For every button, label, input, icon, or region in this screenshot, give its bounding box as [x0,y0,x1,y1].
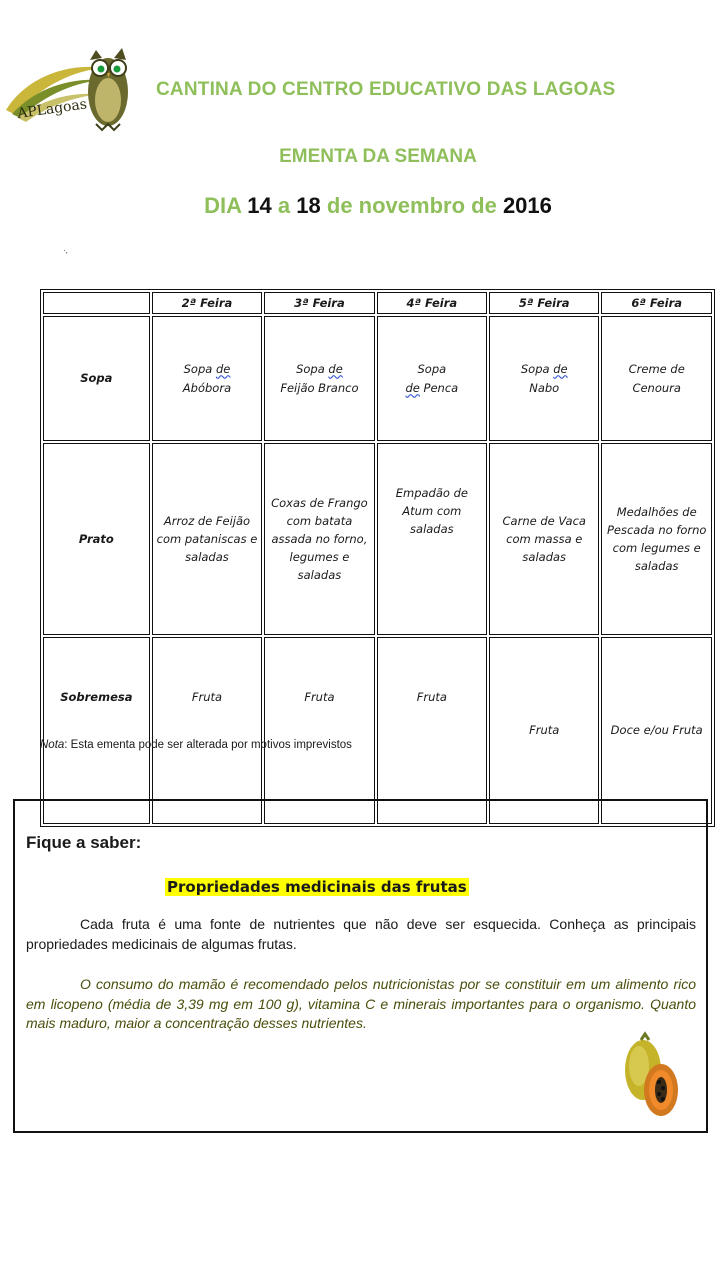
cell-line: legumes e saladas [289,550,350,582]
cell-word: de [553,361,568,376]
menu-cell [152,443,263,635]
menu-cell [377,316,487,441]
info-heading: Fique a saber: [26,833,142,852]
cell-line: Coxas de Frango [271,496,368,510]
day-header: 5ª Feira [489,292,599,314]
cell-line: Empadão de [395,486,468,500]
cell-line: saladas [185,550,229,564]
papaya-image [621,1030,685,1120]
cell-word: de [405,380,420,395]
menu-note [40,739,352,751]
cell-line: com pataniscas e [156,532,258,546]
table-header-row [43,292,712,314]
menu-cell [601,443,712,635]
cell-line: Arroz de Feijão [163,514,251,528]
cell-word: de [328,361,343,376]
table-row-sobremesa [43,637,712,824]
day-header: 6ª Feira [601,292,712,314]
row-label-sopa: Sopa [43,316,150,441]
date-year: 2016 [502,193,552,218]
day-header: 4ª Feira [377,292,487,314]
menu-cell [489,316,599,441]
cell-line: saladas [634,559,679,573]
menu-cell: Fruta [264,637,374,824]
cell-line: Cenoura [632,380,681,395]
cell-line: assada no forno, [271,532,368,546]
cell-line: Atum com [402,504,462,518]
info-paragraph-2: O consumo do mamão é recomendado pelos nutricionistas por se constituir em um alimento rico em licopeno (média de 3,39 mg em 100 g), vitamina C e minerais importantes para o organismo. Quanto mais maduro, maior a concentração desses nutrientes. [26,976,696,1031]
cell-line: com legumes e [612,541,701,555]
cell-line: Sopa de [183,361,231,376]
cell-line: com massa e [506,532,583,546]
cell-line: saladas [410,522,454,536]
cell-line: Nabo [529,380,560,395]
week-title: EMENTA DA SEMANA [279,146,477,167]
menu-cell [489,443,599,635]
cell-line: Carne de Vaca [502,514,586,528]
cell-line: Sopa de [296,361,343,376]
day-header: 3ª Feira [264,292,374,314]
note-label: Nota [40,739,65,751]
cell-line: saladas [522,550,567,564]
menu-cell: Fruta [152,637,263,824]
table-corner-cell [43,292,150,314]
date-line [0,193,720,219]
menu-cell [601,316,712,441]
info-subheading: Propriedades medicinais das frutas [167,878,467,896]
cell-line: Feijão Branco [280,380,359,395]
logo-text: APLagoas [16,96,88,122]
cell-line: Sopa [417,361,447,376]
table-row-sopa [43,316,712,441]
stray-mark: ·, [63,246,68,255]
aplagoas-logo [4,40,136,132]
school-title: CANTINA DO CENTRO EDUCATIVO DAS LAGOAS [156,79,616,100]
menu-cell [152,316,263,441]
cell-line: Sopa de [520,361,568,376]
date-end: 18 [296,193,321,218]
note-text: : Esta ementa pode ser alterada por motivos imprevistos [64,739,352,751]
cell-word: de [215,361,231,376]
cell-line: Creme de [628,361,685,376]
cell-line: Pescada no forno [606,523,707,537]
info-paragraph-1: Cada fruta é uma fonte de nutrientes que não deve ser esquecida. Conheça as principais propriedades medicinais de algumas frutas. [26,916,696,952]
row-label-sobremesa: Sobremesa [43,637,150,824]
cell-line: Medalhões de [616,505,697,519]
menu-cell [264,316,374,441]
cell-line: de Penca [405,380,459,395]
table-row-prato [43,443,712,635]
date-month: de novembro de [326,193,497,218]
menu-cell: Doce e/ou Fruta [601,637,712,824]
date-start: 14 [247,193,272,218]
info-box [13,799,708,1133]
menu-cell [264,443,374,635]
date-dia: DIA [204,193,242,218]
day-header: 2ª Feira [152,292,263,314]
cell-line: com batata [286,514,353,528]
date-a: a [277,193,291,218]
cell-line: Abóbora [182,380,232,395]
row-label-prato: Prato [43,443,150,635]
menu-cell: Fruta [377,637,487,824]
menu-cell: Fruta [489,637,599,824]
menu-cell [377,443,487,635]
